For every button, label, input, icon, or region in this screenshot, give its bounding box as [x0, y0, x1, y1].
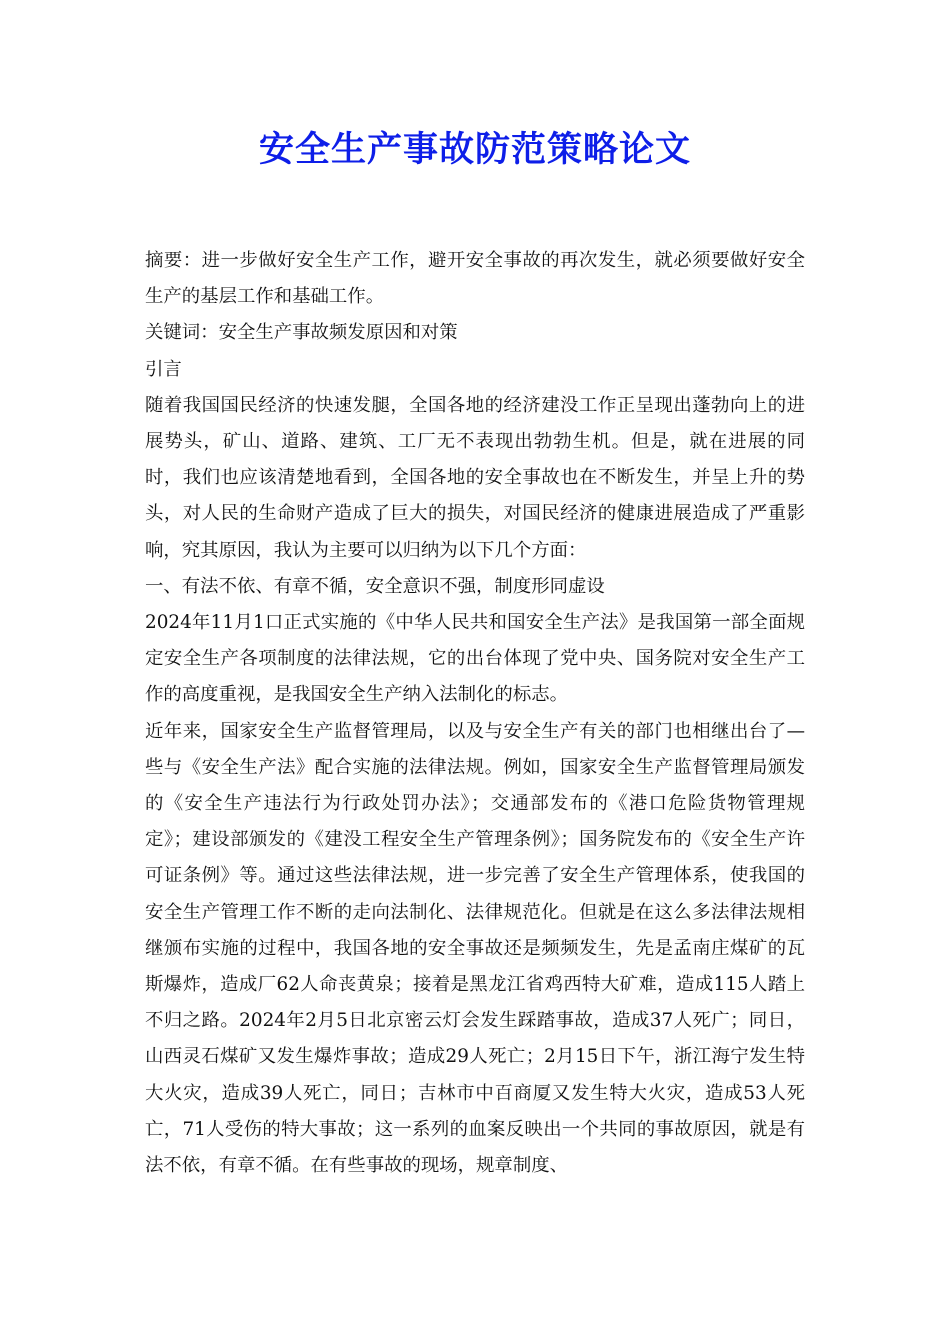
body-paragraph: 2024年11月1口正式实施的《中华人民共和国安全生产法》是我国第一部全面规定安全生产各项制度的法律法规，它的出台体现了党中央、国务院对安全生产工作的高度重视，是我国安全生产纳入法制化的标志。 — [145, 612, 805, 706]
introduction-heading: 引言 — [145, 358, 182, 380]
body-paragraph: 随着我国国民经济的快速发腿，全国各地的经济建没工作正呈现出蓬勃向上的进展势头，矿山、道路、建筑、工厂无不表现出勃勃生机。但是，就在进展的同时，我们也应该清楚地看到，全国各地的安全事故也在不断发生，并呈上升的势头，对人民的生命财产造成了巨大的损失，对国民经济的健康进展造成了严重影响，究其原因，我认为主要可以归纳为以下几个方面： — [145, 394, 805, 561]
document-body — [145, 243, 805, 1184]
abstract-paragraph: 摘要：进一步做好安全生产工作，避开安全事故的再次发生，就必须要做好安全生产的基层工作和基础工作。 — [145, 250, 805, 308]
body-paragraph: 近年来，国家安全生产监督管理局，以及与安全生产有关的部门也相继出台了—些与《安全生产法》配合实施的法律法规。例如，国家安全生产监督管理局颁发的《安全生产违法行为行政处罚办法》；交通部发布的《港口危险货物管理规定》；建设部颁发的《建没工程安全生产管理条例》；国务院发布的《安全生产许可证条例》等。通过这些法律法规，进一步完善了安全生产管理体系，使我国的安全生产管理工作不断的走向法制化、法律规范化。但就是在这么多法律法规相继颁布实施的过程中，我国各地的安全事故还是频频发生，先是孟南庄煤矿的瓦斯爆炸，造成厂62人命丧黄泉；接着是黑龙江省鸡西特大矿难，造成115人踏上不归之路。2024年2月5日北京密云灯会发生踩踏事故，造成37人死广；同日，山西灵石煤矿又发生爆炸事故；造成29人死亡；2月15日下午，浙江海宁发生特大火灾，造成39人死亡，同日；吉林市中百商厦又发生特大火灾，造成53人死亡，71人受伤的特大事故；这一系列的血案反映出一个共同的事故原因，就是有法不依，有章不循。在有些事故的现场，规章制度、 — [145, 720, 805, 1177]
keywords-paragraph: 关键词：安全生产事故频发原因和对策 — [145, 322, 458, 344]
section-heading: 一、有法不依、有章不循，安全意识不强，制度形同虚设 — [145, 575, 605, 597]
document-title: 安全生产事故防范策略论文 — [258, 130, 691, 170]
